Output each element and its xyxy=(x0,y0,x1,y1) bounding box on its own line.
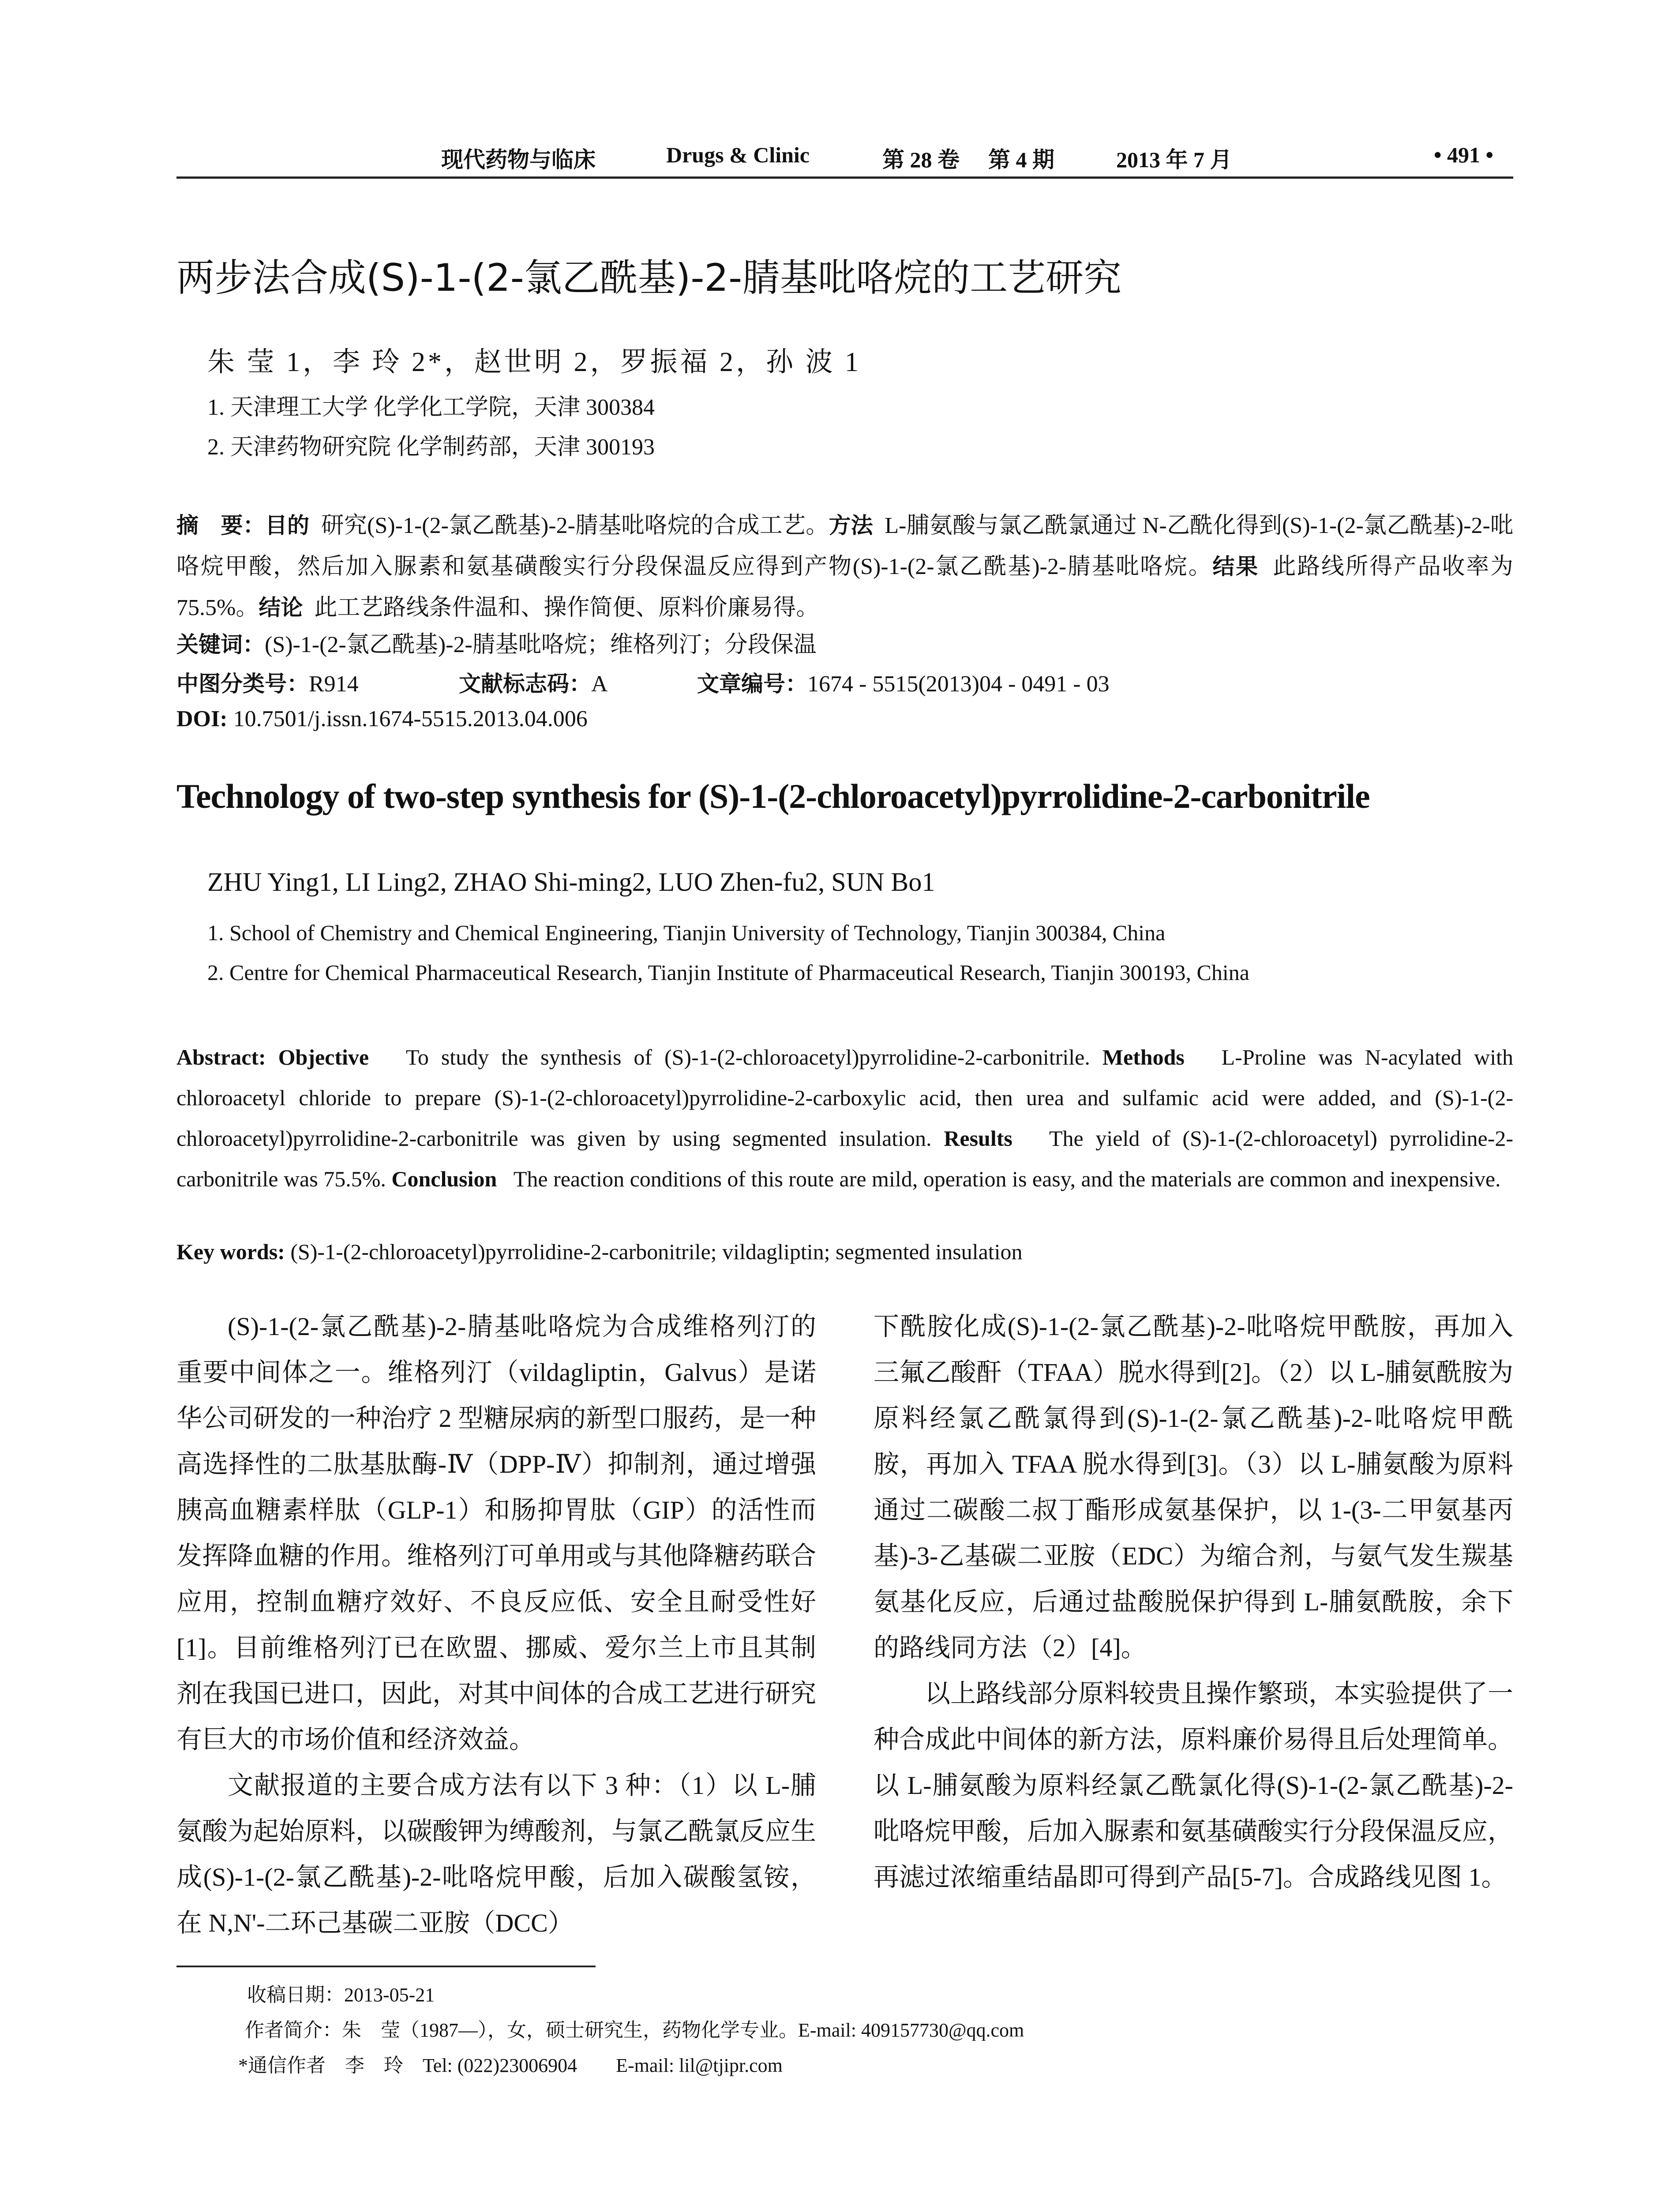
page-number: • 491 • xyxy=(1434,143,1494,167)
clc-value: R914 xyxy=(309,672,359,697)
title-cn: 两步法合成(S)-1-(2-氯乙酰基)-2-腈基吡咯烷的工艺研究 xyxy=(176,256,1122,300)
header-rule xyxy=(176,176,1513,179)
results-cn: 此路线所得产品收率为 75.5%。 xyxy=(176,554,1513,620)
abstract-label-en: Abstract: Objective xyxy=(176,1045,369,1069)
body-paragraph: 以上路线部分原料较贵且操作繁琐，本实验提供了一种合成此中间体的新方法，原料廉价易得且后处理简单。以 L-脯氨酸为原料经氯乙酰氯化得(S)-1-(2-氯乙酰基)-2-吡咯烷甲酸，后加入脲素和氨基磺酸实行分段保温反应，再滤过浓缩重结晶即可得到产品[5-7]。合成路线见图 1。 xyxy=(874,1679,1514,1891)
journal-name-en: Drugs & Clinic xyxy=(666,143,810,167)
keywords-en xyxy=(176,1239,1023,1264)
authors-cn: 朱 莹 1，李 玲 2*，赵世明 2，罗振福 2，孙 波 1 xyxy=(207,347,862,377)
abstract-en xyxy=(176,1037,1513,1199)
keywords-text-cn: (S)-1-(2-氯乙酰基)-2-腈基吡咯烷；维格列汀；分段保温 xyxy=(265,632,817,657)
doc-code-value: A xyxy=(591,672,608,697)
doi-label: DOI: xyxy=(176,706,228,732)
results-en: The yield of (S)-1-(2-chloroacetyl) pyrrolidine-2-carbonitrile was 75.5%. xyxy=(176,1126,1514,1191)
abstract-cn xyxy=(176,505,1513,628)
methods-label-en: Methods xyxy=(1102,1045,1185,1069)
doc-code-label: 文献标志码： xyxy=(459,671,591,697)
body-column-right xyxy=(874,1304,1513,1900)
author-bio: 作者简介：朱 莹（1987—），女，硕士研究生，药物化学专业。E-mail: 409157730@qq.com xyxy=(245,2019,1024,2041)
received-date: 收稿日期：2013-05-21 xyxy=(247,1984,435,2006)
issue: 第 4 期 xyxy=(988,147,1054,172)
corresponding-author: *通信作者 李 玲 Tel: (022)23006904 E-mail: lil@tjipr.com xyxy=(238,2055,783,2076)
issue-date: 2013 年 7 月 xyxy=(1116,147,1232,172)
affiliation-cn-2: 2. 天津药物研究院 化学制药部，天津 300193 xyxy=(207,435,655,460)
conclusion-label-cn: 结论 xyxy=(259,595,303,620)
article-number-label: 文章编号： xyxy=(697,671,807,697)
methods-label-cn: 方法 xyxy=(829,513,873,538)
footnote-rule xyxy=(176,1966,596,1967)
affiliation-en-2: 2. Centre for Chemical Pharmaceutical Research, Tianjin Institute of Pharmaceutical Research, Tianjin 300193, China xyxy=(207,960,1249,985)
results-label-cn: 结果 xyxy=(1212,554,1259,579)
doi-row xyxy=(176,706,588,732)
objective-cn: 研究(S)-1-(2-氯乙酰基)-2-腈基吡咯烷的合成工艺。 xyxy=(321,513,829,538)
results-label-en: Results xyxy=(944,1126,1012,1151)
journal-name-cn: 现代药物与临床 xyxy=(441,147,596,173)
keywords-label-cn: 关键词： xyxy=(176,632,265,657)
clc-label: 中图分类号： xyxy=(176,671,309,697)
keywords-cn xyxy=(176,626,817,659)
affiliation-cn-1: 1. 天津理工大学 化学化工学院，天津 300384 xyxy=(207,395,655,420)
body-column-left xyxy=(176,1304,816,1946)
body-paragraph: (S)-1-(2-氯乙酰基)-2-腈基吡咯烷为合成维格列汀的重要中间体之一。维格列汀（vildagliptin，Galvus）是诺华公司研发的一种治疗 2 型糖尿病的新型口服药，是一种高选择性的二肽基肽酶-Ⅳ（DPP-Ⅳ）抑制剂，通过增强胰高血糖素样肽（GLP-1）和肠抑胃肽（GIP）的活性而发挥降血糖的作用。维格列汀可单用或与其他降糖药联合应用，控制血糖疗效好、不良反应低、安全且耐受性好[1]。目前维格列汀已在欧盟、挪威、爱尔兰上市且其制剂在我国已进口，因此，对其中间体的合成工艺进行研究有巨大的市场价值和经济效益。 xyxy=(176,1312,817,1754)
body-paragraph: 文献报道的主要合成方法有以下 3 种：（1）以 L-脯氨酸为起始原料，以碳酸钾为缚酸剂，与氯乙酰氯反应生成(S)-1-(2-氯乙酰基)-2-吡咯烷甲酸，后加入碳酸氢铵，在 N,N'-二环己基碳二亚胺（DCC） xyxy=(176,1771,817,1937)
running-header xyxy=(176,142,1513,173)
title-en: Technology of two-step synthesis for (S)-1-(2-chloroacetyl)pyrrolidine-2-carbonitrile xyxy=(176,777,1370,815)
classification-row xyxy=(176,666,1513,698)
conclusion-cn: 此工艺路线条件温和、操作简便、原料价廉易得。 xyxy=(314,595,819,620)
authors-en: ZHU Ying1, LI Ling2, ZHAO Shi-ming2, LUO Zhen-fu2, SUN Bo1 xyxy=(207,867,935,897)
volume: 第 28 卷 xyxy=(882,147,960,172)
body-paragraph: 下酰胺化成(S)-1-(2-氯乙酰基)-2-吡咯烷甲酰胺，再加入三氟乙酸酐（TFAA）脱水得到[2]。（2）以 L-脯氨酰胺为原料经氯乙酰氯得到(S)-1-(2-氯乙酰基)-2-吡咯烷甲酰胺，再加入 TFAA 脱水得到[3]。（3）以 L-脯氨酸为原料通过二碳酸二叔丁酯形成氨基保护，以 1-(3-二甲氨基丙基)-3-乙基碳二亚胺（EDC）为缩合剂，与氨气发生羰基氨基化反应，后通过盐酸脱保护得到 L-脯氨酰胺，余下的路线同方法（2）[4]。 xyxy=(874,1312,1513,1662)
methods-cn: L-脯氨酸与氯乙酰氯通过 N-乙酰化得到(S)-1-(2-氯乙酰基)-2-吡咯烷甲酸，然后加入脲素和氨基磺酸实行分段保温反应得到产物(S)-1-(2-氯乙酰基)-2-腈基吡咯烷。 xyxy=(176,513,1514,579)
keywords-text-en: (S)-1-(2-chloroacetyl)pyrrolidine-2-carbonitrile; vildagliptin; segmented insulation xyxy=(290,1239,1023,1264)
methods-en: L-Proline was N-acylated with chloroacetyl chloride to prepare (S)-1-(2-chloroacetyl)pyrrolidine-2-carboxylic acid, then urea and sulfamic acid were added, and (S)-1-(2-chloroacetyl)pyrrolidine-2-carbonitrile was given by using segmented insulation. xyxy=(176,1045,1513,1151)
conclusion-en: The reaction conditions of this route are mild, operation is easy, and the materials are common and inexpensive. xyxy=(513,1167,1501,1191)
article-number-value: 1674 - 5515(2013)04 - 0491 - 03 xyxy=(807,672,1110,697)
affiliation-en-1: 1. School of Chemistry and Chemical Engineering, Tianjin University of Technology, Tianjin 300384, China xyxy=(207,920,1166,945)
abstract-label-cn: 摘 要： xyxy=(176,513,265,538)
doi-value: 10.7501/j.issn.1674-5515.2013.04.006 xyxy=(233,706,588,732)
objective-en: To study the synthesis of (S)-1-(2-chloroacetyl)pyrrolidine-2-carbonitrile. xyxy=(405,1045,1090,1069)
conclusion-label-en: Conclusion xyxy=(391,1167,497,1191)
keywords-label-en: Key words: xyxy=(176,1239,285,1264)
objective-label-cn: 目的 xyxy=(265,513,310,538)
